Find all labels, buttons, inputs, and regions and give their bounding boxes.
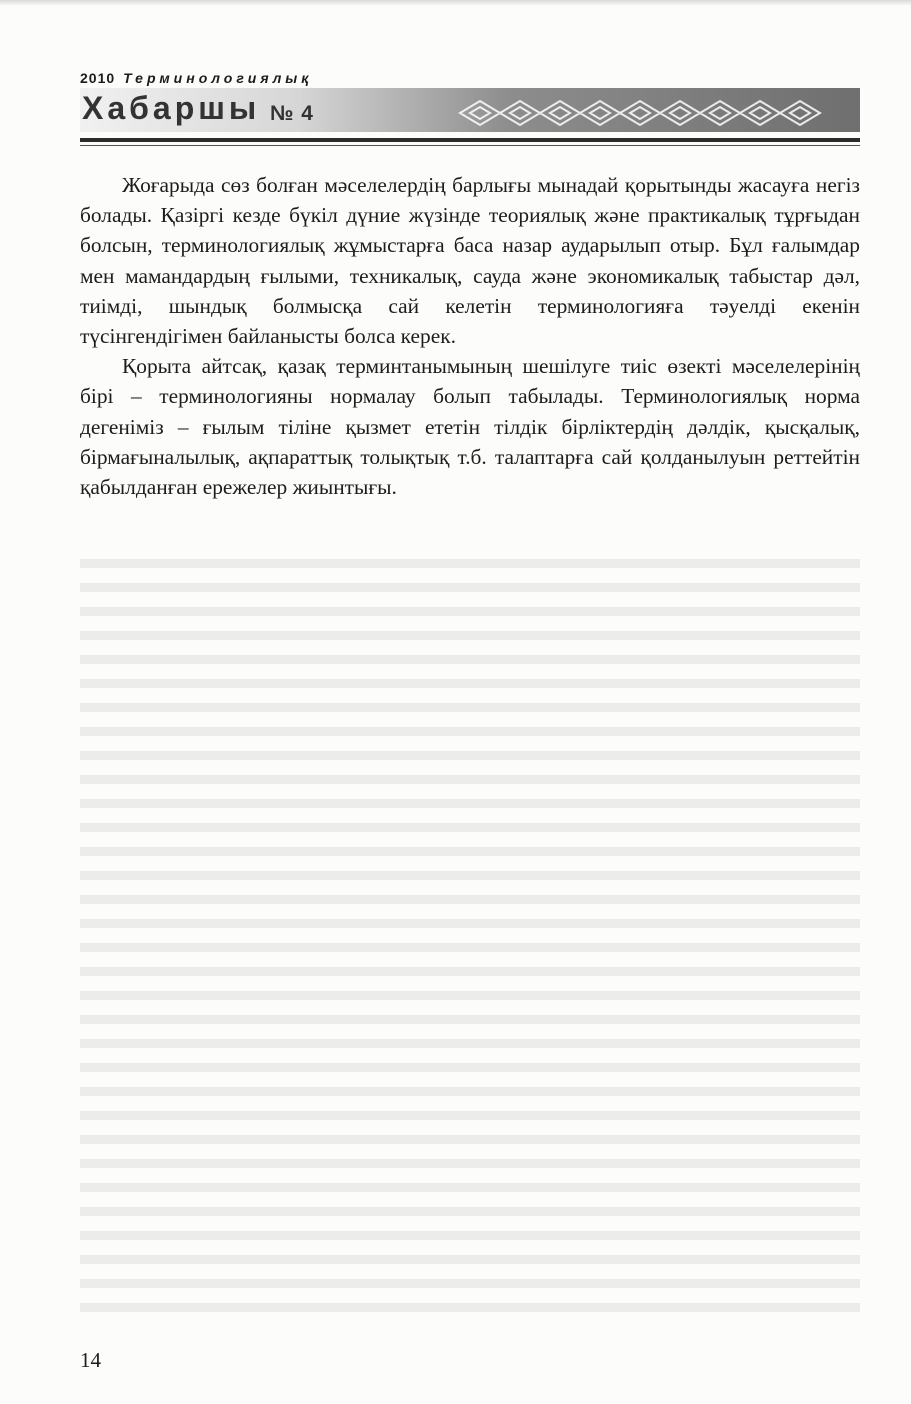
journal-line bbox=[80, 70, 312, 86]
paragraph-1: Жоғарыда сөз болған мәселелердің барлығы мынадай қорытынды жасауға негіз болады. Қазіргі кезде бүкіл дүние жүзінде теориялық және практикалық тұрғыдан болсын, терминологиялық жұмыстарға баса назар аударылып отыр. Бұл ғалымдар мен мамандардың ғылыми, техникалық, сауда және экономикалық табыстар дәл, тиімді, шындық болмысқа сай келетін терминологияға тәуелді екенін түсінгендігімен байланысты болса керек. bbox=[80, 173, 860, 349]
header-rule-thin bbox=[80, 145, 860, 146]
issue-number: № 4 bbox=[270, 102, 314, 125]
running-header bbox=[80, 64, 860, 154]
year: 2010 bbox=[80, 70, 116, 86]
journal-title: Хабаршы bbox=[82, 90, 261, 126]
article-body bbox=[80, 170, 860, 502]
bleed-through-shadow bbox=[80, 548, 860, 1318]
page-number: 14 bbox=[80, 1348, 101, 1372]
journal-name: Терминологиялық bbox=[123, 70, 313, 86]
page-top-edge bbox=[0, 0, 911, 6]
header-rule bbox=[80, 138, 860, 142]
paragraph-2: Қорыта айтсақ, қазақ терминтанымының шешілуге тиіс өзекті мәселелерінің бірі – терминологияны нормалау болып табылады. Терминологиялық норма дегеніміз – ғылым тіліне қызмет ететін тілдік бірліктердің дәлдік, қысқалық, бірмағыналылық, ақпараттық толықтық т.б. талаптарға сай қолданылуын реттейтін қабылданған ережелер жиынтығы. bbox=[80, 354, 860, 500]
ornament-pattern bbox=[450, 93, 850, 133]
